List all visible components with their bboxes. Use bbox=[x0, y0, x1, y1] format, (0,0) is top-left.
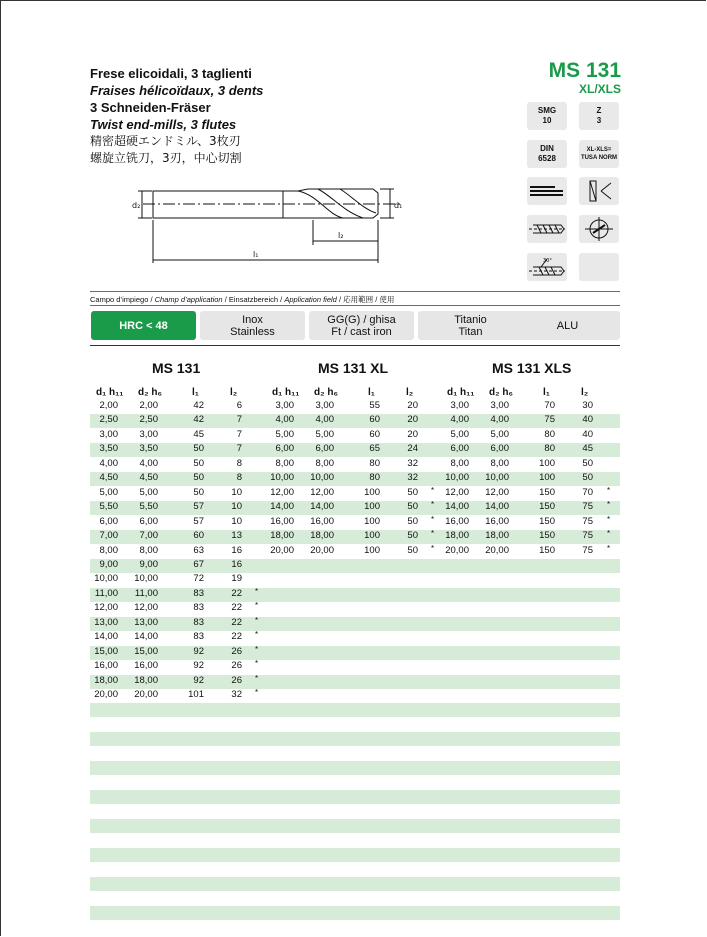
table-cell: 150 bbox=[539, 501, 555, 513]
title-en: Twist end-mills, 3 flutes bbox=[90, 117, 237, 132]
table-cell: 8 bbox=[236, 472, 242, 484]
table-cell: 2,50 bbox=[139, 414, 158, 426]
material-cast-iron-label: GG(G) / ghisa bbox=[327, 313, 396, 326]
table-stripe bbox=[90, 790, 620, 804]
column-header: l₁ bbox=[368, 387, 375, 398]
table-cell: 4,00 bbox=[99, 457, 118, 469]
table-cell: 22 bbox=[231, 616, 242, 628]
table-cell: 3,00 bbox=[99, 428, 118, 440]
table-cell: 50 bbox=[193, 472, 204, 484]
table-cell: 80 bbox=[544, 443, 555, 455]
appl-fr: Champ d’application bbox=[154, 295, 223, 304]
table-cell: 7,00 bbox=[139, 530, 158, 542]
material-inox-label: Inox bbox=[242, 313, 263, 326]
table-cell: 2,00 bbox=[99, 400, 118, 411]
application-field-label bbox=[90, 294, 394, 305]
norm-label: XL-XLS= bbox=[586, 147, 612, 153]
table-cell: 6,00 bbox=[315, 443, 334, 455]
table-cell: 8,00 bbox=[450, 457, 469, 469]
table-stripe bbox=[90, 819, 620, 833]
table-cell: 19 bbox=[231, 573, 242, 585]
title-it: Frese elicoidali, 3 taglienti bbox=[90, 66, 252, 81]
footnote-star: * bbox=[607, 543, 611, 553]
smg-label: SMG bbox=[537, 106, 557, 115]
table-cell: 26 bbox=[231, 660, 242, 672]
table-cell: 50 bbox=[193, 457, 204, 469]
table-stripe bbox=[90, 732, 620, 746]
table-cell: 92 bbox=[193, 660, 204, 672]
table-cell: 42 bbox=[193, 414, 204, 426]
table-cell: 10 bbox=[231, 486, 242, 498]
table-stripe bbox=[90, 703, 620, 717]
table-cell: 32 bbox=[407, 472, 418, 484]
table-cell: 50 bbox=[193, 486, 204, 498]
table-cell: 150 bbox=[539, 530, 555, 542]
table-cell: 16,00 bbox=[94, 660, 118, 672]
table-cell: 11,00 bbox=[134, 587, 158, 599]
column-header: d₂ h₆ bbox=[314, 387, 338, 398]
table-cell: 8,00 bbox=[275, 457, 294, 469]
table-cell: 7 bbox=[236, 428, 242, 440]
table-cell: 150 bbox=[539, 486, 555, 498]
table-cell: 83 bbox=[193, 631, 204, 643]
table-cell: 16,00 bbox=[485, 515, 509, 527]
table-cell: 150 bbox=[539, 515, 555, 527]
table-cell: 55 bbox=[369, 400, 380, 411]
table-cell: 100 bbox=[364, 530, 380, 542]
table-cell: 14,00 bbox=[134, 631, 158, 643]
table-cell: 18,00 bbox=[270, 530, 294, 542]
table-cell: 3,00 bbox=[139, 428, 158, 440]
table-cell: 16 bbox=[231, 558, 242, 570]
angle-label: 30° bbox=[543, 258, 552, 264]
table-cell: 80 bbox=[369, 472, 380, 484]
table-cell: 14,00 bbox=[270, 501, 294, 513]
table-cell: 5,00 bbox=[275, 428, 294, 440]
footnote-star: * bbox=[431, 514, 435, 524]
table-cell: 20,00 bbox=[485, 544, 509, 556]
table-cell: 10,00 bbox=[485, 472, 509, 484]
table-cell: 6,00 bbox=[139, 515, 158, 527]
table-cell: 8,00 bbox=[490, 457, 509, 469]
table-cell: 6 bbox=[236, 400, 242, 411]
table-cell: 14,00 bbox=[445, 501, 469, 513]
table-cell: 75 bbox=[582, 544, 593, 556]
table-cell: 5,00 bbox=[490, 428, 509, 440]
table-cell: 12,00 bbox=[94, 602, 118, 614]
d1-label: d₁ bbox=[394, 201, 403, 210]
drill-profile-icon bbox=[527, 215, 567, 243]
table-stripe bbox=[90, 761, 620, 775]
table-cell: 40 bbox=[582, 414, 593, 426]
din-chip bbox=[527, 140, 567, 168]
table-cell: 75 bbox=[582, 515, 593, 527]
table-cell: 4,50 bbox=[99, 472, 118, 484]
table-cell: 9,00 bbox=[139, 558, 158, 570]
table-cell: 10,00 bbox=[445, 472, 469, 484]
table-cell: 6,00 bbox=[275, 443, 294, 455]
table-cell: 10,00 bbox=[94, 573, 118, 585]
series-title-ms131: MS 131 bbox=[152, 360, 201, 376]
table-stripe bbox=[90, 906, 620, 920]
table-cell: 32 bbox=[407, 457, 418, 469]
l2-label: l₂ bbox=[338, 231, 344, 240]
table-cell: 6,00 bbox=[450, 443, 469, 455]
table-cell: 4,00 bbox=[490, 414, 509, 426]
table-cell: 70 bbox=[582, 486, 593, 498]
table-cell: 50 bbox=[407, 515, 418, 527]
table-cell: 12,00 bbox=[485, 486, 509, 498]
table-cell: 3,50 bbox=[139, 443, 158, 455]
column-header: l₂ bbox=[406, 387, 414, 398]
table-cell: 18,00 bbox=[134, 674, 158, 686]
table-cell: 5,50 bbox=[139, 501, 158, 513]
table-cell: 101 bbox=[188, 689, 204, 700]
table-cell: 20,00 bbox=[445, 544, 469, 556]
column-header: d₂ h₆ bbox=[138, 387, 162, 398]
table-cell: 75 bbox=[544, 414, 555, 426]
footnote-star: * bbox=[607, 529, 611, 539]
column-header: d₂ h₆ bbox=[489, 387, 513, 398]
footnote-star: * bbox=[255, 630, 259, 640]
footnote-star: * bbox=[431, 543, 435, 553]
divider-top bbox=[90, 291, 620, 292]
footnote-star: * bbox=[255, 644, 259, 654]
table-cell: 83 bbox=[193, 587, 204, 599]
table-cell: 20,00 bbox=[94, 689, 118, 700]
footnote-star: * bbox=[255, 615, 259, 625]
appl-it: Campo d’impiego / bbox=[90, 295, 153, 304]
table-cell: 92 bbox=[193, 674, 204, 686]
table-cell: 60 bbox=[369, 414, 380, 426]
table-cell: 16,00 bbox=[270, 515, 294, 527]
column-header: l₂ bbox=[230, 387, 238, 398]
table-cell: 4,00 bbox=[275, 414, 294, 426]
table-cell: 13,00 bbox=[134, 616, 158, 628]
table-cell: 20,00 bbox=[270, 544, 294, 556]
table-cell: 14,00 bbox=[94, 631, 118, 643]
table-cell: 42 bbox=[193, 400, 204, 411]
table-cell: 100 bbox=[364, 544, 380, 556]
table-cell: 5,50 bbox=[99, 501, 118, 513]
table-cell: 16,00 bbox=[310, 515, 334, 527]
table-cell: 18,00 bbox=[310, 530, 334, 542]
table-cell: 63 bbox=[193, 544, 204, 556]
title-cn: 螺旋立铣刀，3刃，中心切割 bbox=[90, 151, 242, 165]
table-cell: 20 bbox=[407, 414, 418, 426]
table-cell: 5,00 bbox=[315, 428, 334, 440]
center-cutting-icon bbox=[579, 177, 619, 205]
footnote-star: * bbox=[607, 485, 611, 495]
appl-de: / Einsatzbereich / bbox=[224, 295, 283, 304]
table-cell: 15,00 bbox=[134, 645, 158, 657]
table-cell: 50 bbox=[407, 486, 418, 498]
footnote-star: * bbox=[607, 514, 611, 524]
table-cell: 50 bbox=[582, 472, 593, 484]
table-cell: 50 bbox=[193, 443, 204, 455]
material-alu-label: ALU bbox=[556, 319, 579, 332]
table-cell: 18,00 bbox=[94, 674, 118, 686]
footnote-star: * bbox=[255, 586, 259, 596]
column-header: d₁ h₁₁ bbox=[272, 387, 300, 398]
table-cell: 24 bbox=[407, 443, 418, 455]
table-cell: 100 bbox=[364, 515, 380, 527]
table-cell: 100 bbox=[364, 486, 380, 498]
table-cell: 11,00 bbox=[94, 587, 118, 599]
model-name: MS 131 bbox=[548, 59, 621, 82]
helix-angle-icon bbox=[527, 253, 567, 281]
material-alu bbox=[515, 311, 620, 340]
table-cell: 10,00 bbox=[310, 472, 334, 484]
table-cell: 45 bbox=[193, 428, 204, 440]
footnote-star: * bbox=[431, 500, 435, 510]
smg-value: 10 bbox=[542, 116, 552, 125]
z-label: Z bbox=[596, 106, 602, 115]
column-header: d₁ h₁₁ bbox=[96, 387, 124, 398]
material-titan bbox=[418, 311, 523, 340]
material-inox-sublabel: Stainless bbox=[230, 325, 275, 338]
column-header: l₁ bbox=[543, 387, 550, 398]
table-stripe bbox=[90, 877, 620, 891]
table-cell: 150 bbox=[539, 544, 555, 556]
table-cell: 20,00 bbox=[134, 689, 158, 700]
table-cell: 12,00 bbox=[310, 486, 334, 498]
column-header: d₁ h₁₁ bbox=[447, 387, 475, 398]
table-cell: 80 bbox=[369, 457, 380, 469]
table-cell: 5,00 bbox=[139, 486, 158, 498]
end-face-icon bbox=[579, 215, 619, 243]
z-value: 3 bbox=[596, 116, 602, 125]
table-cell: 2,00 bbox=[139, 400, 158, 411]
table-cell: 3,50 bbox=[99, 443, 118, 455]
flute-length-icon bbox=[527, 177, 567, 205]
table-cell: 6,00 bbox=[490, 443, 509, 455]
table-cell: 5,00 bbox=[99, 486, 118, 498]
table-cell: 20 bbox=[407, 428, 418, 440]
material-cast-iron-sublabel: Ft / cast iron bbox=[331, 325, 392, 338]
table-cell: 26 bbox=[231, 645, 242, 657]
table-cell: 57 bbox=[193, 515, 204, 527]
table-cell: 100 bbox=[539, 472, 555, 484]
table-cell: 100 bbox=[539, 457, 555, 469]
table-cell: 30 bbox=[582, 400, 593, 411]
footnote-star: * bbox=[255, 659, 259, 669]
table-cell: 65 bbox=[369, 443, 380, 455]
table-cell: 45 bbox=[582, 443, 593, 455]
table-cell: 3,00 bbox=[315, 400, 334, 411]
material-cast-iron bbox=[309, 311, 414, 340]
table-cell: 75 bbox=[582, 501, 593, 513]
table-cell: 8,00 bbox=[99, 544, 118, 556]
table-cell: 22 bbox=[231, 631, 242, 643]
table-cell: 72 bbox=[193, 573, 204, 585]
table-cell: 50 bbox=[407, 530, 418, 542]
material-hrc-label: HRC < 48 bbox=[119, 319, 168, 332]
table-cell: 16,00 bbox=[445, 515, 469, 527]
model-heading bbox=[549, 60, 621, 96]
table-cell: 67 bbox=[193, 558, 204, 570]
table-cell: 14,00 bbox=[310, 501, 334, 513]
din-label: DIN bbox=[540, 144, 554, 153]
material-titan-sublabel: Titan bbox=[458, 325, 483, 338]
table-cell: 4,00 bbox=[139, 457, 158, 469]
material-hrc bbox=[91, 311, 196, 340]
table-cell: 92 bbox=[193, 645, 204, 657]
table-cell: 12,00 bbox=[445, 486, 469, 498]
material-inox bbox=[200, 311, 305, 340]
table-cell: 12,00 bbox=[270, 486, 294, 498]
footnote-star: * bbox=[607, 500, 611, 510]
smg-chip bbox=[527, 102, 567, 130]
table-cell: 10 bbox=[231, 515, 242, 527]
l1-label: l₁ bbox=[253, 250, 259, 259]
din-value: 6528 bbox=[538, 154, 556, 163]
table-cell: 8,00 bbox=[139, 544, 158, 556]
model-variants: XL/XLS bbox=[578, 82, 621, 96]
appl-jp: / 応用範囲 / 使用 bbox=[338, 295, 395, 304]
table-cell: 13 bbox=[231, 530, 242, 542]
table-cell: 22 bbox=[231, 587, 242, 599]
table-cell: 26 bbox=[231, 674, 242, 686]
table-cell: 32 bbox=[231, 689, 242, 700]
table-cell: 3,00 bbox=[490, 400, 509, 411]
title-fr: Fraises hélicoïdaux, 3 dents bbox=[90, 83, 264, 98]
divider-materials bbox=[90, 345, 620, 346]
table-cell: 10,00 bbox=[270, 472, 294, 484]
column-header: l₁ bbox=[192, 387, 199, 398]
z-chip bbox=[579, 102, 619, 130]
table-cell: 7 bbox=[236, 443, 242, 455]
footnote-star: * bbox=[255, 601, 259, 611]
table-cell: 20 bbox=[407, 400, 418, 411]
table-cell: 7 bbox=[236, 414, 242, 426]
table-cell: 8,00 bbox=[315, 457, 334, 469]
table-cell: 100 bbox=[364, 501, 380, 513]
series-title-ms131-xl: MS 131 XL bbox=[318, 360, 389, 376]
series-title-ms131-xls: MS 131 XLS bbox=[492, 360, 572, 376]
table-cell: 83 bbox=[193, 616, 204, 628]
empty-icon-box bbox=[579, 253, 619, 281]
table-stripe bbox=[90, 848, 620, 862]
table-cell: 40 bbox=[582, 428, 593, 440]
footnote-star: * bbox=[255, 688, 259, 697]
table-cell: 70 bbox=[544, 400, 555, 411]
table-cell: 14,00 bbox=[485, 501, 509, 513]
column-header: l₂ bbox=[581, 387, 589, 398]
footnote-star: * bbox=[431, 529, 435, 539]
table-cell: 7,00 bbox=[99, 530, 118, 542]
table-cell: 8 bbox=[236, 457, 242, 469]
table-cell: 75 bbox=[582, 530, 593, 542]
table-cell: 20,00 bbox=[310, 544, 334, 556]
title-jp: 精密超硬エンドミル、3枚刃 bbox=[90, 134, 241, 148]
table-cell: 16,00 bbox=[134, 660, 158, 672]
table-cell: 10 bbox=[231, 501, 242, 513]
norm-chip bbox=[579, 140, 619, 168]
table-cell: 57 bbox=[193, 501, 204, 513]
table-cell: 50 bbox=[407, 501, 418, 513]
norm-value: TUSA NORM bbox=[580, 155, 618, 161]
table-cell: 50 bbox=[582, 457, 593, 469]
table-cell: 60 bbox=[369, 428, 380, 440]
appl-en: Application field bbox=[284, 295, 337, 304]
table-cell: 22 bbox=[231, 602, 242, 614]
table-cell: 4,00 bbox=[450, 414, 469, 426]
tool-drawing bbox=[128, 175, 428, 275]
table-cell: 18,00 bbox=[485, 530, 509, 542]
table-cell: 18,00 bbox=[445, 530, 469, 542]
table-cell: 50 bbox=[407, 544, 418, 556]
table-cell: 16 bbox=[231, 544, 242, 556]
table-cell: 4,00 bbox=[315, 414, 334, 426]
table-cell: 3,00 bbox=[450, 400, 469, 411]
table-cell: 10,00 bbox=[134, 573, 158, 585]
table-cell: 80 bbox=[544, 428, 555, 440]
table-cell: 2,50 bbox=[99, 414, 118, 426]
divider-application bbox=[90, 305, 620, 306]
material-titan-label: Titanio bbox=[454, 313, 487, 326]
table-cell: 60 bbox=[193, 530, 204, 542]
table-cell: 12,00 bbox=[134, 602, 158, 614]
table-cell: 83 bbox=[193, 602, 204, 614]
table-cell: 6,00 bbox=[99, 515, 118, 527]
title-block bbox=[90, 65, 263, 167]
footnote-star: * bbox=[431, 485, 435, 495]
table-cell: 9,00 bbox=[99, 558, 118, 570]
table-cell: 5,00 bbox=[450, 428, 469, 440]
title-de: 3 Schneiden-Fräser bbox=[90, 100, 211, 115]
footnote-star: * bbox=[255, 673, 259, 683]
table-cell: 3,00 bbox=[275, 400, 294, 411]
table-cell: 13,00 bbox=[94, 616, 118, 628]
table-cell: 4,50 bbox=[139, 472, 158, 484]
d2-label: d₂ bbox=[132, 201, 141, 210]
table-cell: 15,00 bbox=[94, 645, 118, 657]
